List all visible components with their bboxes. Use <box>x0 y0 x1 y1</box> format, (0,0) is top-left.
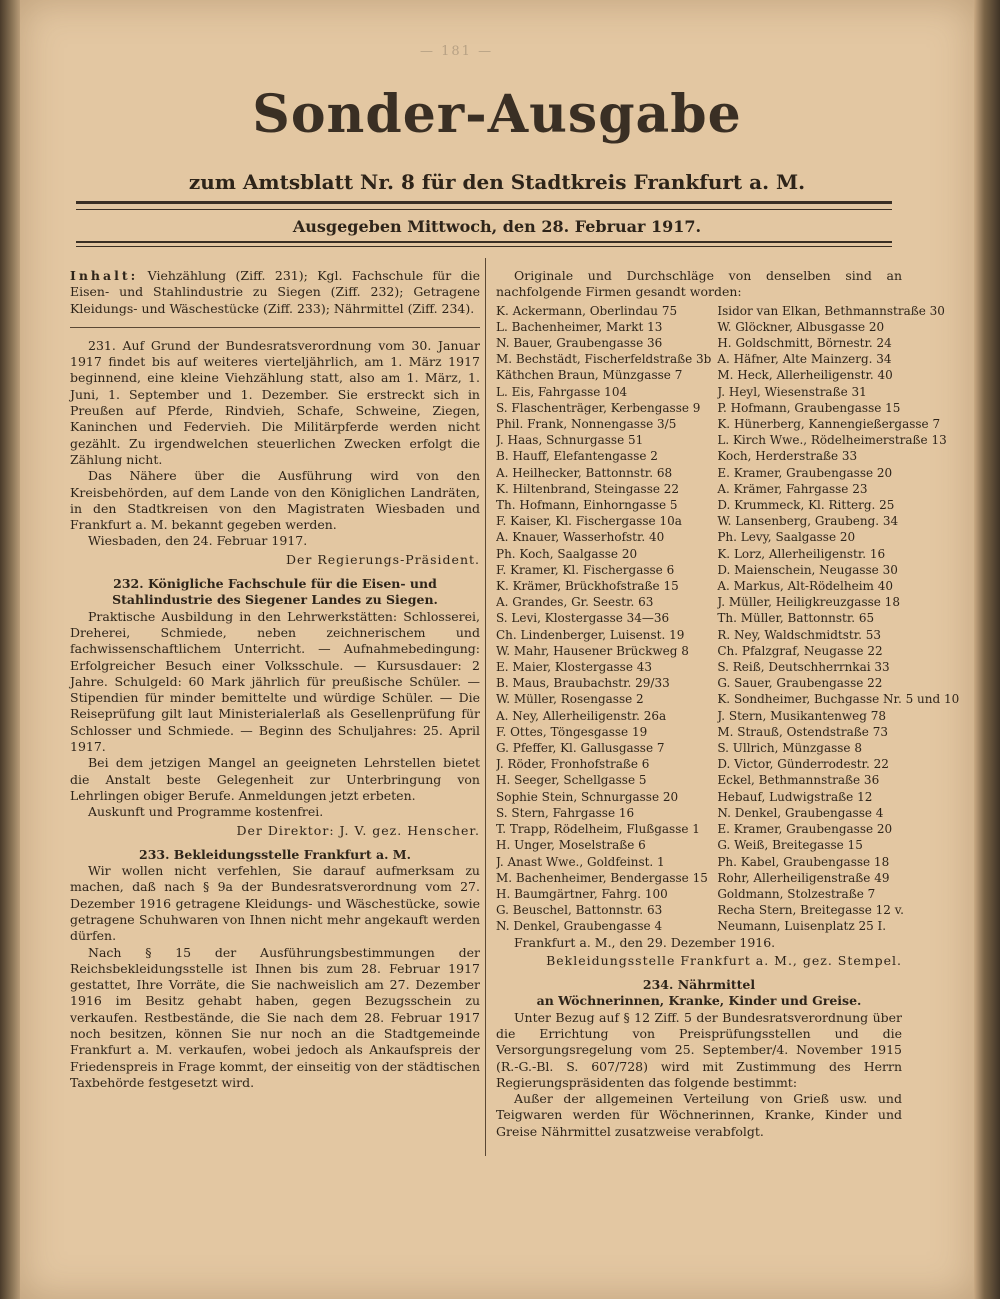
header-rule <box>76 209 892 210</box>
firm-entry: J. Müller, Heiligkreuzgasse 18 <box>717 595 900 610</box>
firm-entry: K. Hünerberg, Kannengießergasse 7 <box>717 417 941 432</box>
firm-entry: J. Stern, Musikantenweg 78 <box>717 708 887 723</box>
section-232-p3: Auskunft und Programme kostenfrei. <box>88 804 324 820</box>
firm-entry: G. Beuschel, Battonnstr. 63 <box>496 903 663 918</box>
section-231-text: 231. Auf Grund der Bundesratsverordnung vom 30. Januar 1917 findet bis auf weiteres vierteljährlich, am 1. März 1917 beginnend, eine kleine Viehzählung statt, also am 1. März, 1. Juni, 1. September und 1. Dezember. Sie erstreckt sich in Preußen auf Pferde, Rindvieh, Schafe, Schweine, Ziegen, Kaninchen und Federvieh. Die Militärpferde werden nicht gezählt. Zu irgendwelchen steuerlichen Zwecken erfolgt die Zählung nicht. <box>70 337 480 467</box>
firm-entry: F. Kramer, Kl. Fischergasse 6 <box>496 562 675 577</box>
firm-list-left <box>496 303 711 935</box>
section-234-number: 234. <box>642 977 674 993</box>
section-232-p1: Praktische Ausbildung in den Lehrwerkstätten: Schlosserei, Dreherei, Schmiede, neben zeichnerischem und fachwissenschaftlichem Unterricht. — Aufnahmebedingung: Erfolgreicher Besuch einer Volksschule. — Kursusdauer: 2 Jahre. Schulgeld: 60 Mark jährlich für preußische Schüler. — Stipendien für minder bemittelte und würdige Schüler. — Die Reiseprüfung gilt laut Ministerialerlaß als Gesellenprüfung für Schlosser und Schmiede. — Beginn des Schuljahres: 25. April 1917. <box>70 608 480 755</box>
contents-box <box>70 268 480 328</box>
firm-entry: G. Weiß, Breitegasse 15 <box>717 838 863 853</box>
section-233-heading: 233. Bekleidungsstelle Frankfurt a. M. <box>139 846 411 862</box>
firm-entry: G. Sauer, Graubengasse 22 <box>717 676 883 691</box>
firm-entry: Recha Stern, Breitegasse 12 v. <box>717 903 904 918</box>
firm-entry: L. Eis, Fahrgasse 104 <box>496 384 628 399</box>
firm-entry: B. Maus, Braubachstr. 29/33 <box>496 676 670 691</box>
firm-entry: N. Bauer, Graubengasse 36 <box>496 336 663 350</box>
page-title: Sonder-Ausgabe <box>252 84 742 145</box>
firm-entry: J. Röder, Fronhofstraße 6 <box>496 757 650 772</box>
firm-entry: Koch, Herderstraße 33 <box>717 449 858 464</box>
header-rule <box>76 241 892 243</box>
firm-entry: A. Krämer, Fahrgasse 23 <box>717 481 868 496</box>
firm-entry: Rohr, Allerheiligenstraße 49 <box>717 870 890 885</box>
document-page <box>20 0 974 1299</box>
firm-entry: A. Häfner, Alte Mainzerg. 34 <box>717 352 892 367</box>
firm-entry: D. Krummeck, Kl. Ritterg. 25 <box>717 498 895 513</box>
firm-entry: S. Levi, Klostergasse 34—36 <box>496 611 670 626</box>
firm-entry: M. Bachenheimer, Bendergasse 15 <box>496 870 708 885</box>
firm-entry: Phil. Frank, Nonnengasse 3/5 <box>496 417 677 432</box>
section-234-p2: Außer der allgemeinen Verteilung von Grieß usw. und Teigwaren werden für Wöchnerinnen, Kranke, Kinder und Greise Nährmittel zusatzweise verabfolgt. <box>496 1091 902 1139</box>
section-232-heading: 232. Königliche Fachschule für die Eisen- und Stahlindustrie des Siegener Landes zu Siegen. <box>112 576 438 608</box>
firm-entry: Th. Müller, Battonnstr. 65 <box>717 611 875 626</box>
firm-entry: K. Sondheimer, Buchgasse Nr. 5 und 10 <box>717 692 960 707</box>
firm-entry: H. Seeger, Schellgasse 5 <box>496 773 647 788</box>
firm-entry: Goldmann, Stolzestraße 7 <box>717 886 876 901</box>
firm-entry: D. Maienschein, Neugasse 30 <box>717 562 898 577</box>
issue-date: Ausgegeben Mittwoch, den 28. Februar 1917. <box>292 217 702 236</box>
firm-entry: Ph. Kabel, Graubengasse 18 <box>717 854 890 869</box>
section-233-date: Frankfurt a. M., den 29. Dezember 1916. <box>514 934 776 950</box>
firm-entry: S. Reiß, Deutschherrnkai 33 <box>717 660 890 675</box>
section-231-text2: Das Nähere über die Ausführung wird von den Kreisbehörden, auf dem Lande von den Königlichen Landräten, in den Stadtkreisen von den Magistraten Wiesbaden und Frankfurt a. M. bekannt gegeben werden. <box>70 468 480 533</box>
firm-entry: Isidor van Elkan, Bethmannstraße 30 <box>717 303 945 318</box>
firm-entry: R. Ney, Waldschmidtstr. 53 <box>717 627 882 642</box>
firm-entry: Käthchen Braun, Münzgasse 7 <box>496 368 683 383</box>
section-231-date: Wiesbaden, den 24. Februar 1917. <box>88 533 308 549</box>
firm-entry: H. Baumgärtner, Fahrg. 100 <box>496 886 668 901</box>
right-column <box>496 268 960 1140</box>
firm-entry: N. Denkel, Graubengasse 4 <box>496 919 663 934</box>
firm-list-right <box>717 303 959 935</box>
section-232-signature: Der Direktor: J. V. gez. Henscher. <box>236 822 480 838</box>
firm-entry: B. Hauff, Elefantengasse 2 <box>496 449 658 464</box>
header-rule <box>76 201 892 204</box>
contents-text: Viehzählung (Ziff. 231); Kgl. Fachschule für die Eisen- und Stahlindustrie zu Siegen (Ziff. 232); Getragene Kleidungs- und Wäschestücke (Ziff. 233); Nährmittel (Ziff. 234). <box>70 268 480 316</box>
firm-entry: E. Maier, Klostergasse 43 <box>496 660 652 675</box>
firm-entry: J. Heyl, Wiesenstraße 31 <box>717 384 867 399</box>
firm-entry: S. Stern, Fahrgasse 16 <box>496 805 635 820</box>
firm-entry: Ph. Koch, Saalgasse 20 <box>496 546 638 561</box>
section-234 <box>496 977 902 1140</box>
firm-entry: K. Ackermann, Oberlindau 75 <box>496 303 678 318</box>
section-231 <box>70 338 480 568</box>
firm-entry: A. Knauer, Wasserhofstr. 40 <box>496 530 665 545</box>
firm-entry: J. Haas, Schnurgasse 51 <box>496 433 644 448</box>
firm-entry: P. Hofmann, Graubengasse 15 <box>717 400 901 415</box>
firm-entry: S. Ullrich, Münzgasse 8 <box>717 741 862 756</box>
firm-entry: A. Grandes, Gr. Seestr. 63 <box>496 595 654 610</box>
firm-entry: J. Anast Wwe., Goldfeinst. 1 <box>496 854 665 869</box>
firm-entry: L. Bachenheimer, Markt 13 <box>496 319 663 334</box>
firm-entry: Ch. Lindenberger, Luisenst. 19 <box>496 627 685 642</box>
firm-entry: A. Heilhecker, Battonnstr. 68 <box>496 465 673 480</box>
section-233-p2: Nach § 15 der Ausführungsbestimmungen der Reichsbekleidungsstelle ist Ihnen bis zum 28. Februar 1917 gestattet, Ihre Vorräte, die Sie nachweislich am 27. Dezember 1916 im Besitz gehabt haben, gegen Bezugsschein zu verkaufen. Restbestände, die Sie nach dem 28. Februar 1917 noch besitzen, können Sie nur noch an die Stadtgemeinde Frankfurt a. M. verkaufen, wobei jedoch als Ankaufspreis der Friedenspreis in Frage kommt, der einseitig von der städtischen Taxbehörde festgesetzt wird. <box>70 944 480 1090</box>
section-232-p2: Bei dem jetzigen Mangel an geeigneten Lehrstellen bietet die Anstalt beste Gelegenheit zur Unterbringung von Lehrlingen obiger Berufe. Anmeldungen jetzt erbeten. <box>70 755 480 803</box>
section-234-p1: Unter Bezug auf § 12 Ziff. 5 der Bundesratsverordnung über die Errichtung von Preisprüfungsstellen und die Versorgungsregelung vom 25. September/4. November 1915 (R.-G.-Bl. S. 607/728) wird mit Zustimmung des Herrn Regierungspräsidenten das folgende bestimmt: <box>496 1009 902 1090</box>
firm-entry: Sophie Stein, Schnurgasse 20 <box>496 789 679 804</box>
page-subtitle: zum Amtsblatt Nr. 8 für den Stadtkreis Frankfurt a. M. <box>188 170 806 194</box>
header-rule <box>76 246 892 247</box>
firm-entry: Ch. Pfalzgraf, Neugasse 22 <box>717 643 883 658</box>
section-233 <box>70 847 480 1091</box>
firm-entry: W. Mahr, Hausener Brückweg 8 <box>496 643 689 658</box>
firm-entry: T. Trapp, Rödelheim, Flußgasse 1 <box>496 822 700 837</box>
firm-entry: H. Unger, Moselstraße 6 <box>496 838 646 853</box>
page-edge <box>974 0 1000 1299</box>
contents-label: Inhalt: <box>70 268 139 283</box>
section-231-signature: Der Regierungs-Präsident. <box>286 551 480 567</box>
page-number: — 181 — <box>420 44 494 59</box>
firm-entry: M. Strauß, Ostendstraße 73 <box>717 724 888 739</box>
firm-entry: Th. Hofmann, Einhorngasse 5 <box>496 498 678 513</box>
firm-entry: E. Kramer, Graubengasse 20 <box>717 822 893 837</box>
firm-entry: G. Pfeffer, Kl. Gallusgasse 7 <box>496 741 665 756</box>
firm-entry: W. Müller, Rosengasse 2 <box>496 692 644 707</box>
firm-entry: E. Kramer, Graubengasse 20 <box>717 465 893 480</box>
firm-entry: M. Bechstädt, Fischerfeldstraße 3b <box>496 352 712 367</box>
section-234-subheading: an Wöchnerinnen, Kranke, Kinder und Greise. <box>536 993 862 1009</box>
firm-entry: Ph. Levy, Saalgasse 20 <box>717 530 856 545</box>
firm-entry: Neumann, Luisenplatz 25 I. <box>717 919 887 934</box>
firm-entry: D. Victor, Günderrodestr. 22 <box>717 757 889 772</box>
section-232 <box>70 576 480 839</box>
firm-entry: N. Denkel, Graubengasse 4 <box>717 805 884 820</box>
firm-entry: K. Krämer, Brückhofstraße 15 <box>496 579 679 594</box>
firm-entry: W. Lansenberg, Graubeng. 34 <box>717 514 899 529</box>
firm-list <box>496 303 960 935</box>
section-233-signature: Bekleidungsstelle Frankfurt a. M., gez. Stempel. <box>546 952 902 968</box>
left-column <box>70 268 480 1091</box>
firm-entry: K. Hiltenbrand, Steingasse 22 <box>496 481 680 496</box>
firm-entry: Eckel, Bethmannstraße 36 <box>717 773 880 788</box>
book-spine <box>0 0 20 1299</box>
column-divider <box>485 258 486 1156</box>
firm-entry: W. Glöckner, Albusgasse 20 <box>717 319 885 334</box>
firm-entry: M. Heck, Allerheiligenstr. 40 <box>717 368 893 383</box>
firm-entry: A. Markus, Alt-Rödelheim 40 <box>717 579 893 594</box>
section-233-p1: Wir wollen nicht verfehlen, Sie darauf aufmerksam zu machen, daß nach § 9a der Bundesratsverordnung vom 27. Dezember 1916 getragene Kleidungs- und Wäschestücke, sowie getragene Schuhwaren von Ihnen nicht mehr angekauft werden dürfen. <box>70 863 480 944</box>
section-233-p3: Originale und Durchschläge von denselben sind an nachfolgende Firmen gesandt worden: <box>496 268 902 300</box>
section-234-heading: Nährmittel <box>677 977 756 993</box>
firm-entry: Hebauf, Ludwigstraße 12 <box>717 789 873 804</box>
firm-entry: H. Goldschmitt, Börnestr. 24 <box>717 336 892 350</box>
firm-entry: S. Flaschenträger, Kerbengasse 9 <box>496 400 701 415</box>
firm-entry: A. Ney, Allerheiligenstr. 26a <box>496 708 667 723</box>
firm-entry: K. Lorz, Allerheiligenstr. 16 <box>717 546 886 561</box>
firm-entry: L. Kirch Wwe., Rödelheimerstraße 13 <box>717 433 947 448</box>
firm-entry: F. Ottes, Töngesgasse 19 <box>496 724 648 739</box>
firm-entry: F. Kaiser, Kl. Fischergasse 10a <box>496 514 682 529</box>
